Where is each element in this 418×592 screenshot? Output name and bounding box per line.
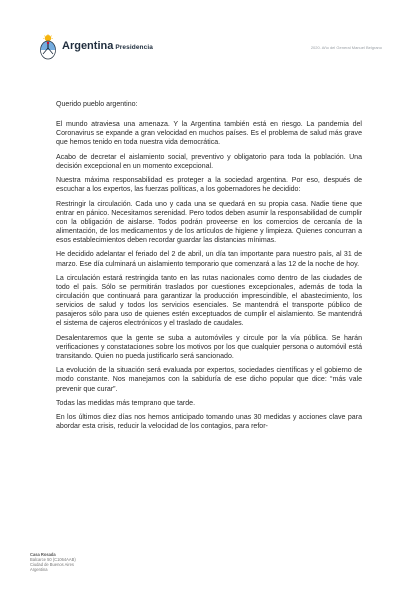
letter-paragraph: En los últimos diez días nos hemos anticipado tomando unas 30 medidas y acciones clave para abordar esta crisis, reducir la velocidad de los contagios, para refor- [56,414,362,431]
letter-paragraph: La evolución de la situación será evaluada por expertos, sociedades científicas y el gobierno de modo constante. Nos manejamos con la sabiduría de ese dicho popular que dice: “más vale prevenir que curar”. [56,367,362,393]
letter-paragraph: La circulación estará restringida tanto en las rutas nacionales como dentro de las ciudades de todo el país. Sólo se permitirán traslados por cuestiones excepcionales, además de toda la circulación que continuará para garantizar la producción imprescindible, el abastecimiento, los servicios de salud y todos los servicios esenciales. Se mantendrá el transporte público de pasajeros sólo para uso de quienes estén exceptuados de cumplir el aislamiento. Se mantendrá el sistema de cajeros electrónicos y el traslado de caudales. [56,274,362,328]
brand-subtitle: Presidencia [115,44,153,51]
footer-address-line: Argentina [30,567,48,572]
letter-paragraph: Desalentaremos que la gente se suba a automóviles y circule por la vía pública. Se harán verificaciones y constataciones sobre los motivos por los que cualquier persona o automóvil está transitando. Quien no pueda justificarlo será sancionado. [56,334,362,360]
letter-paragraph: Todas las medidas más temprano que tarde. [56,399,196,407]
page-header [0,0,418,70]
letter-paragraph: He decidido adelantar el feriado del 2 de abril, un día tan importante para nuestro país, al 31 de marzo. Ese día culminará un aislamiento temporario que comenzará a las 12 de la noche de hoy. [56,251,362,268]
footer-address-line: Balcarce 50 (C1064AAB) [30,557,76,562]
letter-paragraph: Restringir la circulación. Cada uno y cada una se quedará en su propia casa. Nadie tiene que entrar en pánico. Necesitamos serenidad. Pero todos deben asumir la responsabilidad de cumplir con la obligación de aislarse. Todos podrán proveerse en los comercios de cercanía de la alimentación, de los medicamentos y de los artículos de higiene y limpieza. Quienes concurran a esos establecimientos deben recordar guardar las distancias mínimas. [56,200,362,245]
letter-paragraph: Nuestra máxima responsabilidad es proteger a la sociedad argentina. Por eso, después de escuchar a los expertos, las fuerzas políticas, a los gobernadores he decidido: [56,177,362,194]
year-motto: 2020. Año del General Manuel Belgrano [310,45,382,50]
coat-of-arms-icon [38,34,58,60]
letter-body [56,100,362,437]
brand-title [62,40,153,52]
letter-salutation: Querido pueblo argentino: [56,101,138,108]
footer-address-line: Ciudad de Buenos Aires [30,562,74,567]
page-footer [30,552,76,572]
letter-paragraph: El mundo atraviesa una amenaza. Y la Argentina también está en riesgo. La pandemia del Coronavirus se expande a gran velocidad en muchos países. Es el problema de salud más grave que hemos tenido en toda nuestra vida democrática. [56,121,362,147]
brand-name: Argentina [62,40,114,52]
letter-paragraph: Acabo de decretar el aislamiento social, preventivo y obligatorio para toda la población. Una decisión excepcional en un momento excepcional. [56,153,362,170]
footer-title: Casa Rosada [30,552,56,557]
